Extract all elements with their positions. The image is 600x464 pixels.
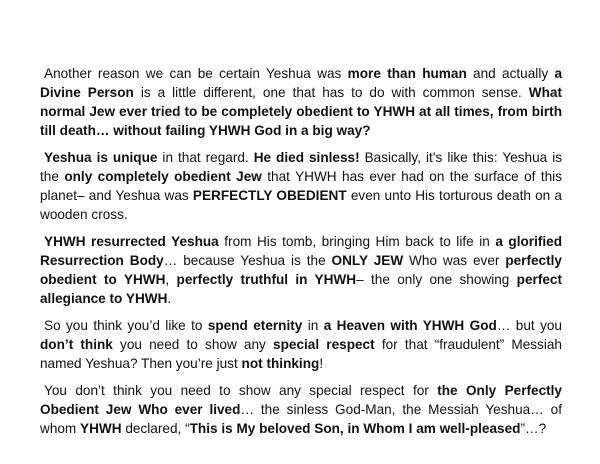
text-run: even unto His torturous death on a wooden cross.: [40, 188, 562, 222]
text-run: ”…?: [520, 421, 547, 436]
text-run: … but you: [496, 318, 562, 333]
bold-text: YHWH: [80, 421, 122, 436]
bold-text: don’t think: [40, 337, 113, 352]
paragraph-2: [40, 148, 562, 224]
bold-text: special respect: [273, 337, 375, 352]
bold-text: the Only Perfectly Obedient Jew Who ever lived: [40, 383, 562, 417]
text-run: that YHWH has ever had on the surface of this planet– and Yeshua was: [40, 169, 562, 203]
text-run: – the only one showing: [356, 272, 517, 287]
bold-text: What normal Jew ever tried to be completely obedient to YHWH at all times, from birth till death… without failing YHWH God in a big way?: [40, 85, 562, 138]
bold-text: a glorified Resurrection Body: [40, 234, 563, 268]
text-run: from His tomb, bringing Him back to life in: [218, 234, 496, 249]
bold-text: a Heaven with YHWH God: [323, 318, 497, 333]
bold-text: This is My beloved Son, in Whom I am well-pleased: [189, 421, 521, 436]
bold-text: more than human: [347, 66, 467, 81]
bold-text: perfect allegiance to YHWH: [40, 272, 562, 306]
text-run: declared, “: [121, 421, 190, 436]
bold-text: a Divine Person: [40, 66, 563, 100]
text-run: You don’t think you need to show any special respect for: [44, 383, 438, 398]
paragraph-3: [40, 232, 562, 308]
text-run: for that “fraudulent” Messiah named Yeshua? Then you’re just: [40, 337, 562, 371]
bold-text: PERFECTLY OBEDIENT: [192, 188, 347, 203]
text-run: … because Yeshua is the: [163, 253, 332, 268]
text-run: Basically, it’s like this: Yeshua is the: [40, 150, 563, 184]
text-run: and actually: [466, 66, 555, 81]
paragraph-1: [40, 64, 562, 140]
text-run: So you think you’d like to: [44, 318, 208, 333]
bold-text: YHWH resurrected Yeshua: [44, 234, 219, 249]
text-run: you need to show any: [112, 337, 274, 352]
bold-text: He died sinless!: [253, 150, 360, 165]
bold-text: spend eternity: [207, 318, 303, 333]
paragraph-5: [40, 381, 562, 438]
text-run: .: [167, 291, 172, 306]
bold-text: perfectly truthful in YHWH: [176, 272, 357, 287]
paragraph-4: [40, 316, 562, 373]
bold-text: only completely obedient Jew: [64, 169, 262, 184]
bold-text: not thinking: [241, 356, 320, 371]
text-run: Who was ever: [403, 253, 506, 268]
text-run: is a little different, one that has to do with common sense.: [133, 85, 529, 100]
text-run: in that regard.: [157, 150, 254, 165]
text-run: … the sinless God-Man, the Messiah Yeshua… of whom: [40, 402, 562, 436]
document-body: [40, 64, 562, 446]
bold-text: Yeshua is unique: [44, 150, 158, 165]
bold-text: perfectly obedient to YHWH: [40, 253, 562, 287]
text-run: !: [319, 356, 324, 371]
text-run: Another reason we can be certain Yeshua was: [44, 66, 348, 81]
bold-text: ONLY JEW: [331, 253, 404, 268]
text-run: ,: [165, 272, 177, 287]
text-run: in: [302, 318, 324, 333]
